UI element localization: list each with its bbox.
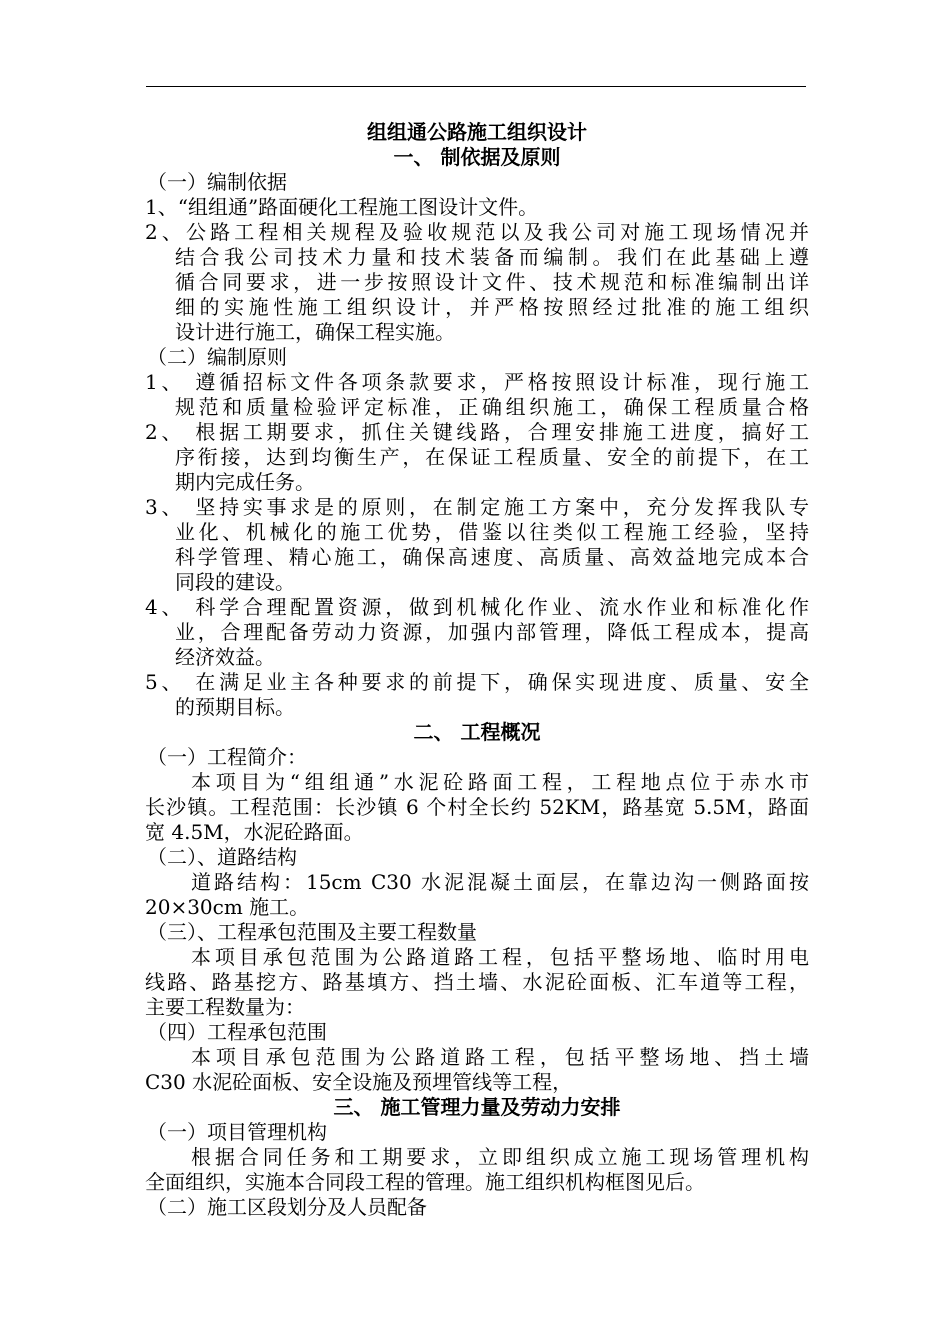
subheading-basis: （一）编制依据 (147, 170, 287, 194)
scope-line-2: C30 水泥砼面板、安全设施及预埋管线等工程， (145, 1070, 573, 1094)
document-body (145, 120, 809, 1220)
principle-3-line-4: 同段的建设。 (175, 570, 295, 594)
subheading-management: （一）项目管理机构 (147, 1120, 327, 1144)
subheading-scope: （四）工程承包范围 (147, 1020, 327, 1044)
scope-quantities-line-2: 线路、路基挖方、路基填方、挡土墙、水泥砼面板、汇车道等工程， (145, 970, 809, 994)
principle-3-line-3: 科学管理、精心施工，确保高速度、高质量、高效益地完成本合 (175, 545, 809, 569)
subheading-principles: （二）编制原则 (147, 345, 287, 369)
header-rule (146, 86, 806, 87)
section-heading-1: 一、 制依据及原则 (393, 145, 561, 169)
basis-item-2-line-4: 细的实施性施工组织设计，并严格按照经过批准的施工组织 (175, 295, 809, 319)
subheading-scope-quantities: （三）、工程承包范围及主要工程数量 (147, 920, 477, 944)
road-structure-line-2: 20×30cm 施工。 (145, 895, 310, 919)
scope-quantities-line-1: 本项目承包范围为公路道路工程，包括平整场地、临时用电 (191, 945, 809, 969)
basis-item-1: 1、“组组通”路面硬化工程施工图设计文件。 (145, 195, 539, 219)
subheading-overview: （一）工程简介： (147, 745, 307, 769)
basis-item-2-line-5: 设计进行施工，确保工程实施。 (175, 320, 455, 344)
principle-4-line-2: 业，合理配备劳动力资源，加强内部管理，降低工程成本，提高 (175, 620, 809, 644)
basis-item-2-line-1: 2、公路工程相关规程及验收规范以及我公司对施工现场情况并 (145, 220, 809, 244)
principle-5-line-1: 5、 在满足业主各种要求的前提下，确保实现进度、质量、安全 (145, 670, 809, 694)
overview-line-3: 宽 4.5M，水泥砼路面。 (145, 820, 364, 844)
scope-line-1: 本项目承包范围为公路道路工程，包括平整场地、挡土墙 (191, 1045, 809, 1069)
section-heading-3: 三、 施工管理力量及劳动力安排 (333, 1095, 621, 1119)
section-heading-2: 二、 工程概况 (413, 720, 541, 744)
principle-3-line-2: 业化、机械化的施工优势，借鉴以往类似工程施工经验，坚持 (175, 520, 809, 544)
principle-1-line-2: 规范和质量检验评定标准，正确组织施工，确保工程质量合格 (175, 395, 809, 419)
subheading-road-structure: （二）、道路结构 (147, 845, 297, 869)
management-line-1: 根据合同任务和工期要求，立即组织成立施工现场管理机构 (191, 1145, 809, 1169)
road-structure-line-1: 道路结构：15cm C30 水泥混凝土面层，在靠边沟一侧路面按 (191, 870, 809, 894)
principle-2-line-2: 序衔接，达到均衡生产，在保证工程质量、安全的前提下，在工 (175, 445, 809, 469)
principle-1-line-1: 1、 遵循招标文件各项条款要求，严格按照设计标准，现行施工 (145, 370, 809, 394)
principle-2-line-3: 期内完成任务。 (175, 470, 315, 494)
subheading-staffing: （二）施工区段划分及人员配备 (147, 1195, 427, 1219)
basis-item-2-line-3: 循合同要求，进一步按照设计文件、技术规范和标准编制出详 (175, 270, 809, 294)
overview-line-2: 长沙镇。工程范围：长沙镇 6 个村全长约 52KM，路基宽 5.5M，路面 (145, 795, 809, 819)
basis-item-2-line-2: 结合我公司技术力量和技术装备而编制。我们在此基础上遵 (175, 245, 809, 269)
overview-line-1: 本项目为“组组通”水泥砼路面工程，工程地点位于赤水市 (191, 770, 809, 794)
scope-quantities-line-3: 主要工程数量为： (145, 995, 305, 1019)
document-title: 组组通公路施工组织设计 (367, 120, 587, 144)
principle-4-line-3: 经济效益。 (175, 645, 275, 669)
principle-5-line-2: 的预期目标。 (175, 695, 295, 719)
principle-2-line-1: 2、 根据工期要求，抓住关键线路，合理安排施工进度，搞好工 (145, 420, 809, 444)
principle-3-line-1: 3、 坚持实事求是的原则，在制定施工方案中，充分发挥我队专 (145, 495, 809, 519)
principle-4-line-1: 4、 科学合理配置资源，做到机械化作业、流水作业和标准化作 (145, 595, 809, 619)
management-line-2: 全面组织，实施本合同段工程的管理。施工组织机构框图见后。 (145, 1170, 705, 1194)
